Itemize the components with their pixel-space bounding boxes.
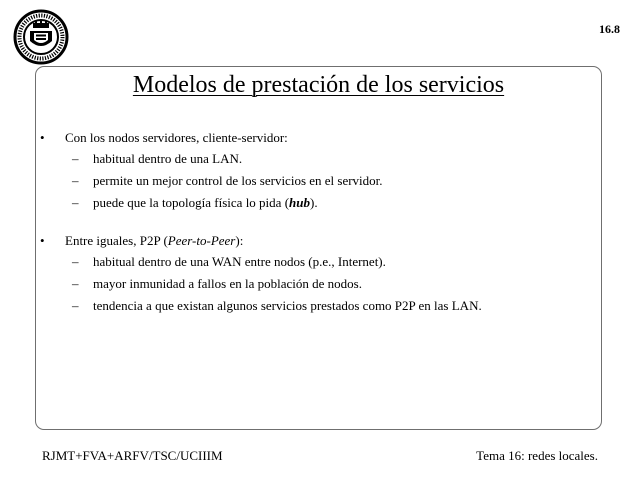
slide-title: Modelos de prestación de los servicios (132, 72, 505, 98)
sub-item (36, 273, 601, 295)
sub-item-text: puede que la topología física lo pida ( (93, 195, 290, 210)
sub-item-text: mayor inmunidad a fallos en la población de nodos. (93, 276, 362, 291)
dash-marker: – (72, 254, 79, 269)
dash-marker: – (72, 173, 79, 188)
university-seal-icon (13, 9, 69, 65)
sub-item (36, 148, 601, 170)
dash-marker: – (72, 151, 79, 166)
footer-authors: RJMT+FVA+ARFV/TSC/UCIIIM (42, 448, 223, 463)
sub-item-text: permite un mejor control de los servicios en el servidor. (93, 173, 383, 188)
sub-item-text: tendencia a que existan algunos servicios prestados como P2P en las LAN. (93, 298, 482, 313)
dash-marker: – (72, 276, 79, 291)
university-seal-logo (13, 9, 69, 65)
bullet-emphasis: Peer-to-Peer (167, 233, 236, 248)
slide-number: 16.8 (599, 22, 620, 36)
bullet-text-tail: ): (235, 233, 244, 248)
bullet-marker: • (40, 233, 45, 248)
sub-item (36, 192, 601, 214)
slide-content-frame (35, 66, 602, 430)
sub-item (36, 251, 601, 273)
bullet-item (36, 128, 601, 148)
bullet-marker: • (40, 130, 45, 145)
sub-item (36, 170, 601, 192)
footer-topic: Tema 16: redes locales. (476, 448, 598, 463)
sub-item-text-tail: ). (310, 195, 318, 210)
sub-item (36, 295, 601, 317)
dash-marker: – (72, 195, 79, 210)
sub-item-text: habitual dentro de una LAN. (93, 151, 243, 166)
bullet-item (36, 231, 601, 251)
sub-item-emphasis: hub (289, 195, 310, 210)
bullet-list (36, 128, 601, 317)
sub-item-text: habitual dentro de una WAN entre nodos (p.e., Internet). (93, 254, 386, 269)
bullet-text: Entre iguales, P2P ( (65, 233, 168, 248)
dash-marker: – (72, 298, 79, 313)
bullet-text: Con los nodos servidores, cliente-servidor: (65, 130, 288, 145)
